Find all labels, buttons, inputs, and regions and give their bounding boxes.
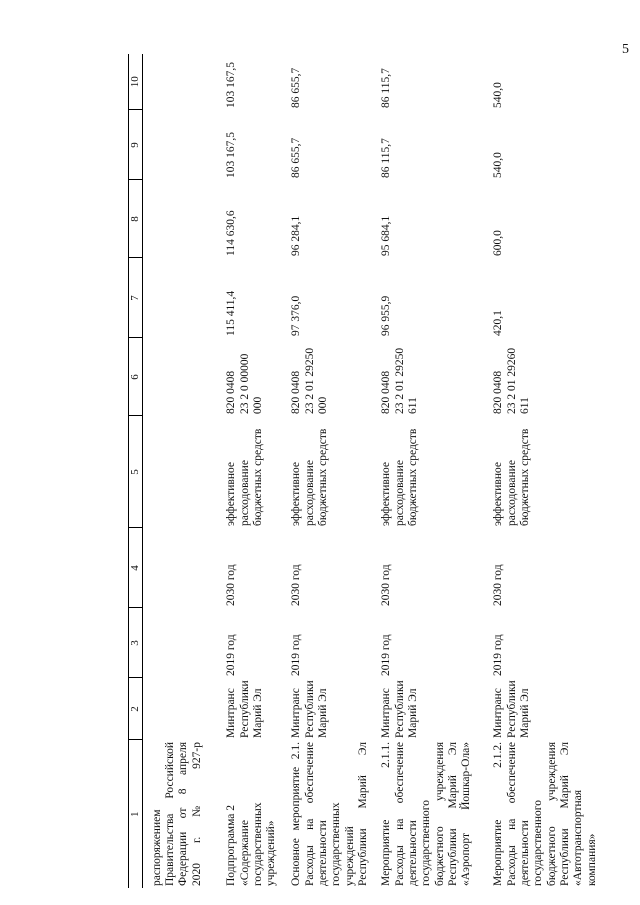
budget-table xyxy=(128,54,618,888)
cell-kbk: 820 0408 23 2 01 29250 000 xyxy=(290,347,329,414)
column-header-9: 9 xyxy=(129,110,143,180)
cell-executor xyxy=(142,678,225,740)
cell-value-8: 600,0 xyxy=(492,230,505,256)
cell-start-year: 2019 год xyxy=(492,634,505,676)
cell-value-7: 115 411,4 xyxy=(225,290,238,336)
column-header-6: 6 xyxy=(129,338,143,416)
cell-value-10: 540,0 xyxy=(492,82,505,108)
cell-executor: Минтранс Республики Марий Эл xyxy=(290,680,329,738)
table-row xyxy=(492,54,618,888)
cell-value-9 xyxy=(142,110,225,180)
column-header-2: 2 xyxy=(129,678,143,740)
cell-name: Основное мероприятие 2.1. Расходы на обеспечение деятельности государственных учреждений Республики Марий Эл xyxy=(290,742,369,886)
cell-value-10: 86 655,7 xyxy=(290,67,303,108)
cell-start-year xyxy=(142,608,225,678)
column-header-1: 1 xyxy=(129,740,143,888)
cell-result: эффективное расходование бюджетных средств xyxy=(492,428,531,526)
cell-value-8: 114 630,6 xyxy=(225,210,238,256)
column-header-7: 7 xyxy=(129,258,143,338)
cell-value-10: 103 167,5 xyxy=(225,62,238,108)
cell-kbk: 820 0408 23 2 01 29250 611 xyxy=(380,347,419,414)
column-header-5: 5 xyxy=(129,416,143,528)
cell-value-9: 86 655,7 xyxy=(290,137,303,178)
cell-name: Подпрограмма 2 «Содержание государственных учреждений» xyxy=(225,802,278,886)
cell-result xyxy=(142,416,225,528)
cell-name: Мероприятие 2.1.2. Расходы на обеспечение деятельности государственного бюджетного учреждения Республики Марий Эл «Автотранспортная компания» xyxy=(492,742,598,886)
cell-end-year xyxy=(142,528,225,608)
cell-start-year: 2019 год xyxy=(225,634,238,676)
cell-value-9: 103 167,5 xyxy=(225,132,238,178)
column-header-3: 3 xyxy=(129,608,143,678)
cell-value-10 xyxy=(142,54,225,110)
cell-executor: Минтранс Республики Марий Эл xyxy=(225,680,264,738)
cell-value-8 xyxy=(142,180,225,258)
table-row xyxy=(380,54,492,888)
header-row xyxy=(129,54,143,888)
cell-value-9: 540,0 xyxy=(492,152,505,178)
table-row xyxy=(142,54,225,888)
cell-start-year: 2019 год xyxy=(290,634,303,676)
cell-value-7: 96 955,9 xyxy=(380,295,393,336)
page-number: 5 xyxy=(622,42,629,57)
cell-end-year: 2030 год xyxy=(290,564,303,606)
rotated-table-area xyxy=(128,28,640,888)
cell-kbk: 820 0408 23 2 01 29260 611 xyxy=(492,347,531,414)
column-header-8: 8 xyxy=(129,180,143,258)
cell-end-year: 2030 год xyxy=(225,564,238,606)
cell-value-7: 97 376,0 xyxy=(290,295,303,336)
cell-value-7 xyxy=(142,258,225,338)
cell-value-8: 96 284,1 xyxy=(290,215,303,256)
table-row xyxy=(290,54,380,888)
cell-result: эффективное расходование бюджетных средств xyxy=(225,428,264,526)
cell-value-7: 420,1 xyxy=(492,310,505,336)
cell-end-year: 2030 год xyxy=(492,564,505,606)
column-header-10: 10 xyxy=(129,54,143,110)
column-header-4: 4 xyxy=(129,528,143,608)
cell-kbk: 820 0408 23 2 0 00000 000 xyxy=(225,353,264,414)
cell-kbk xyxy=(142,338,225,416)
cell-start-year: 2019 год xyxy=(380,634,393,676)
table-row xyxy=(225,54,290,888)
cell-value-8: 95 684,1 xyxy=(380,215,393,256)
cell-result: эффективное расходование бюджетных средств xyxy=(290,428,329,526)
cell-executor: Минтранс Республики Марий Эл xyxy=(380,680,419,738)
cell-name: Мероприятие 2.1.1. Расходы на обеспечение деятельности государственного бюджетного учреждения Республики Марий Эл «Аэропорт Йошкар-Ола» xyxy=(380,742,473,886)
cell-end-year: 2030 год xyxy=(380,564,393,606)
cell-result: эффективное расходование бюджетных средств xyxy=(380,428,419,526)
cell-name: распоряжением Правительства Российской Федерации от 8 апреля 2020 г. № 927-р xyxy=(150,742,203,886)
cell-value-9: 86 115,7 xyxy=(380,138,393,178)
cell-value-10: 86 115,7 xyxy=(380,68,393,108)
cell-executor: Минтранс Республики Марий Эл xyxy=(492,680,531,738)
